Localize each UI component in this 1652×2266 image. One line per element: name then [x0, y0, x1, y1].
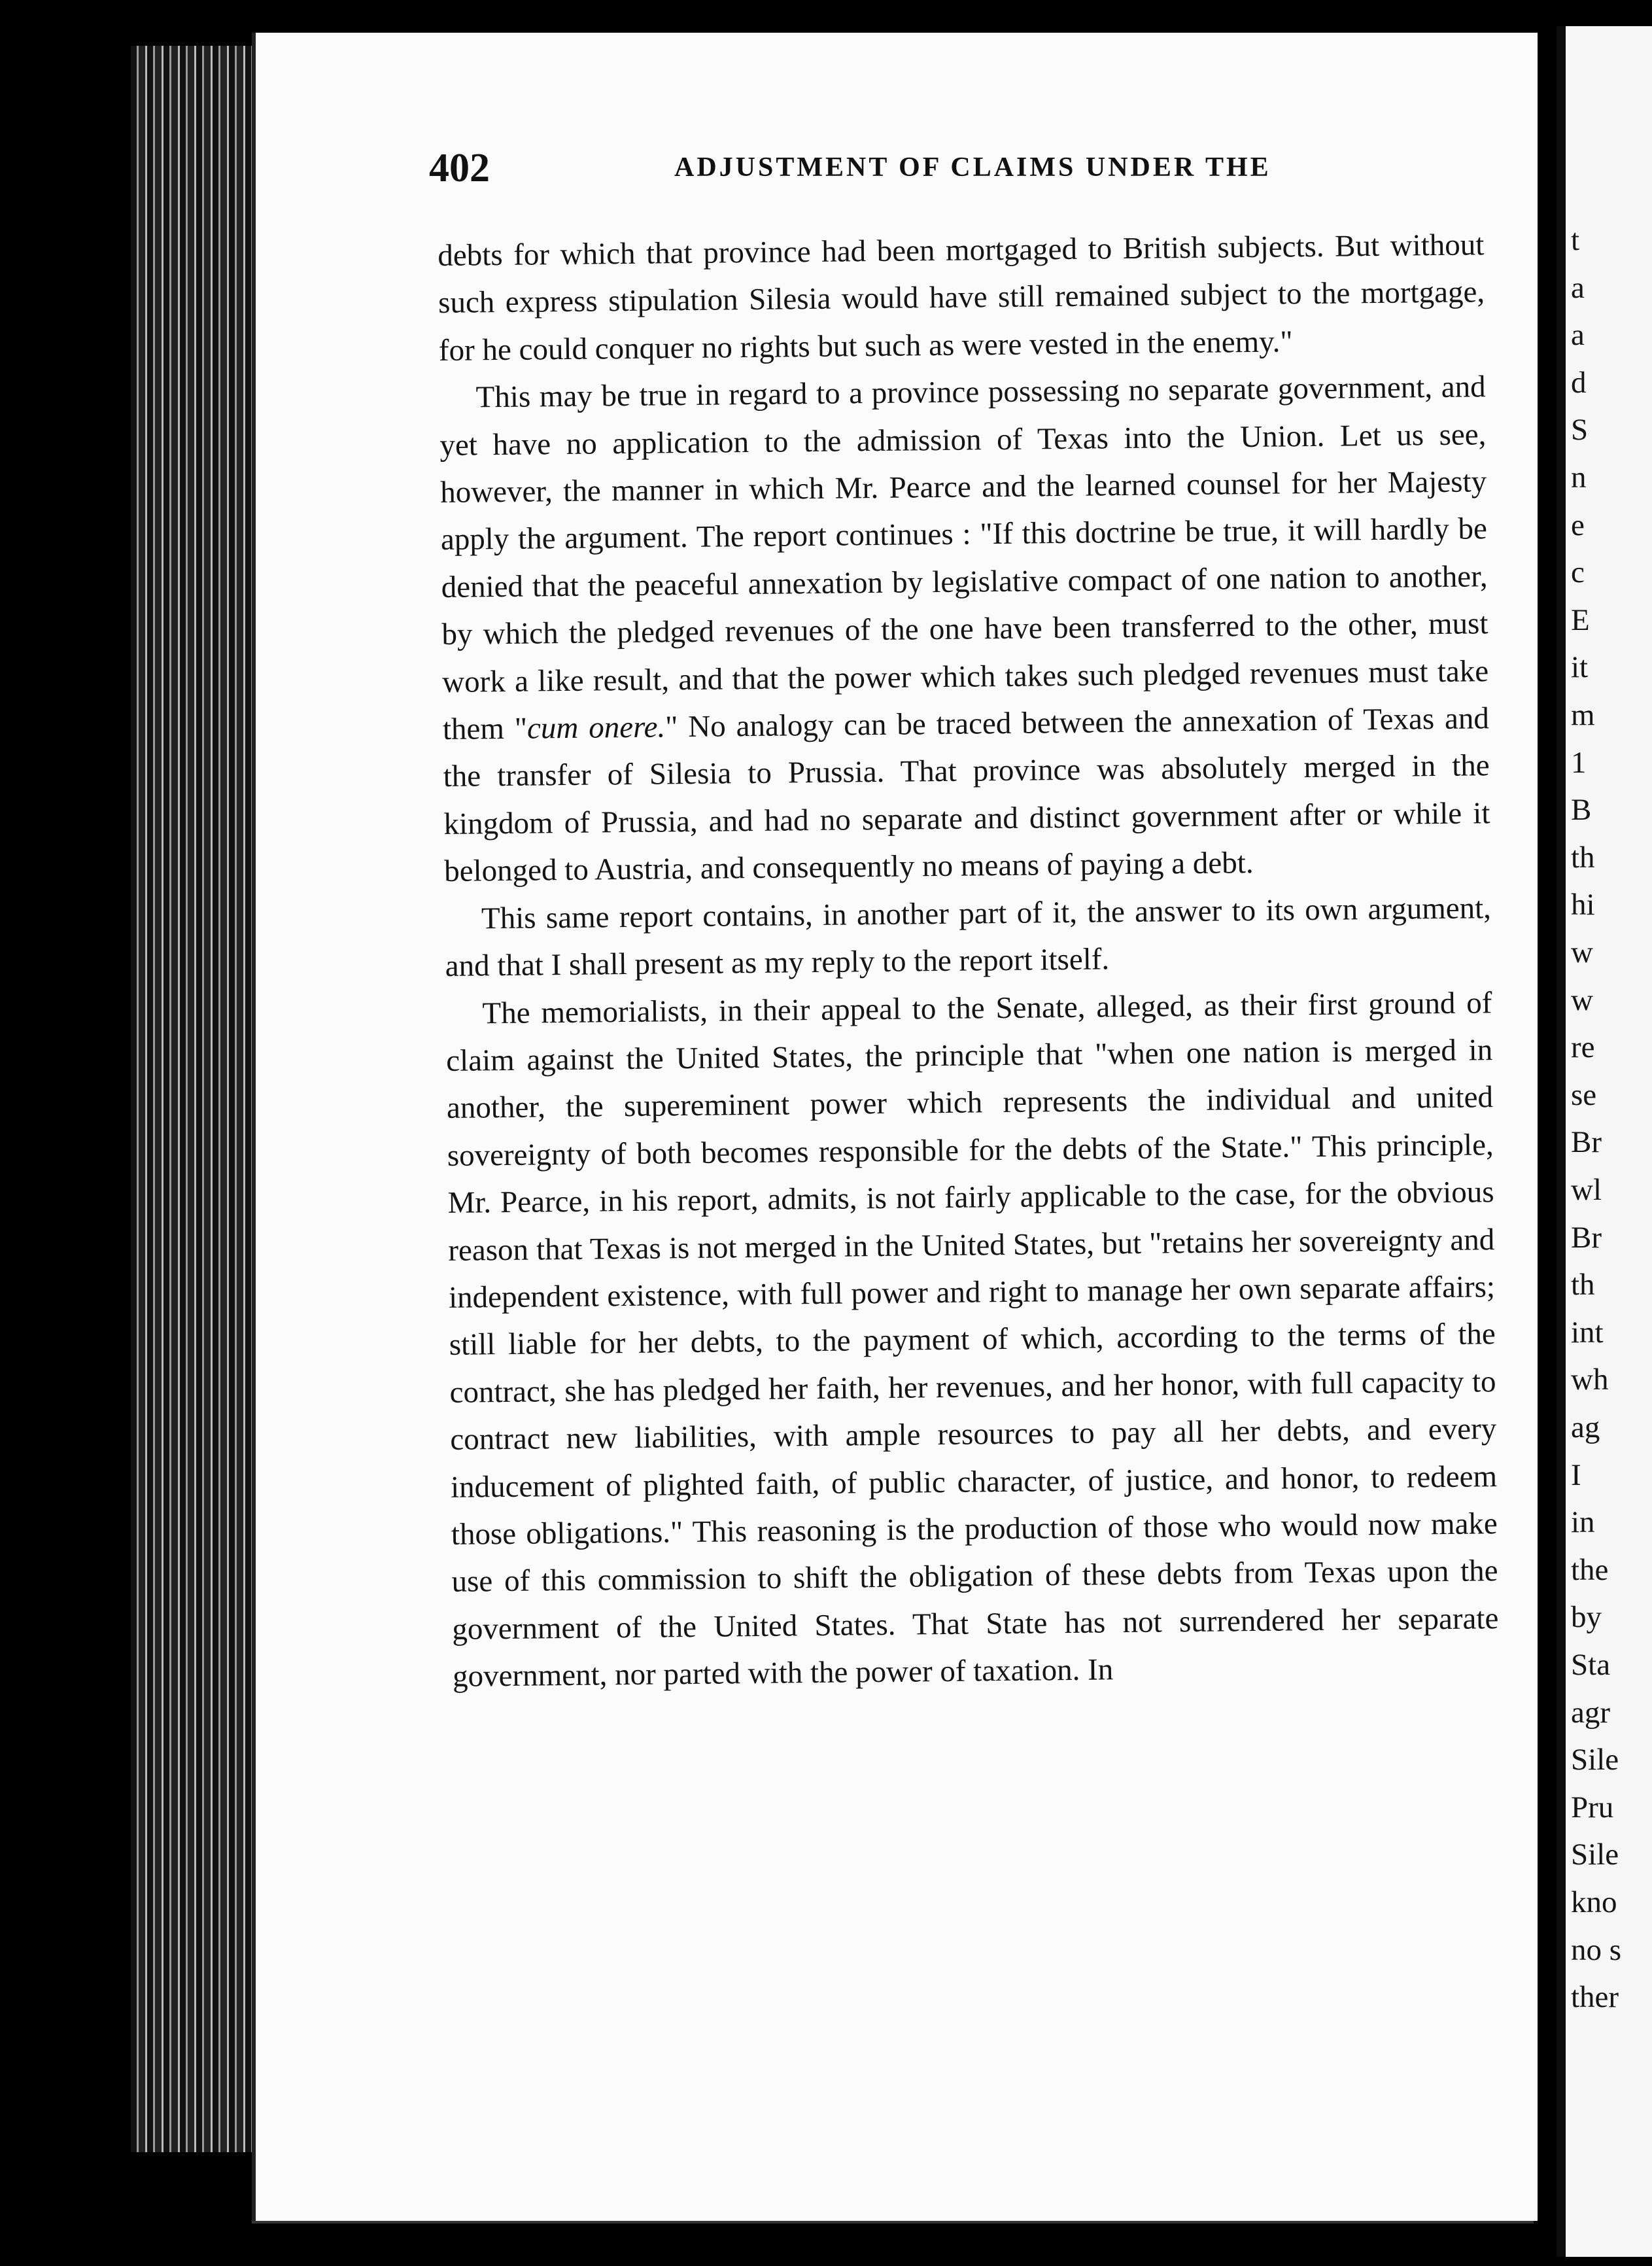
- facing-page-fragment: c: [1571, 555, 1585, 590]
- facing-page-fragment: ag: [1571, 1410, 1600, 1444]
- facing-page-fragment: t: [1571, 223, 1580, 257]
- page-bottom-edge: [252, 2221, 1534, 2223]
- facing-page-fragment: Sta: [1571, 1648, 1611, 1682]
- paragraph-1-text: debts for which that province had been mortgaged to British subjects. But without such express stipulation Silesia would have still remained subject to the mortgage, for he could conquer no rights but such as were vested in the enemy.": [438, 228, 1485, 368]
- facing-page-fragment: E: [1571, 602, 1590, 637]
- page-number: 402: [429, 146, 490, 190]
- facing-page-fragment: no s: [1571, 1932, 1622, 1967]
- paragraph-2-text: This may be true in regard to a province possessing no separate government, and yet have no application to the admission of Texas into the Union. Let us see, however, the manner in which Mr. Pearce and the learned counsel for her Majesty apply the argument. The report continues : "If this doctrine be true, it will hardly be denied that the peaceful annexation by legislative compact of one nation to another, by which the pledged revenues of the one have been transferred to the other, must work a like result, and that the power which takes such pledged revenues must take them ": [439, 370, 1489, 747]
- facing-page-fragment: se: [1571, 1077, 1597, 1112]
- facing-page-fragment: Sile: [1571, 1743, 1619, 1777]
- facing-page-fragment: a: [1571, 318, 1585, 353]
- facing-page-fragment: Pru: [1571, 1790, 1614, 1824]
- paragraph-4: [445, 979, 1499, 1701]
- facing-page-fragment: Br: [1571, 1125, 1602, 1160]
- facing-page-fragment: B: [1571, 793, 1592, 828]
- facing-page-fragment: th: [1571, 840, 1595, 875]
- facing-page-fragment: w: [1571, 935, 1593, 969]
- facing-page-fragment: wh: [1571, 1363, 1609, 1397]
- facing-page-fragment: th: [1571, 1268, 1595, 1302]
- book-page-edges: [131, 46, 255, 2152]
- facing-page-fragment: hi: [1571, 888, 1595, 922]
- facing-page-strip: [1557, 26, 1652, 2257]
- facing-page-fragment: wl: [1571, 1173, 1602, 1207]
- facing-page-fragment: ther: [1571, 1980, 1619, 2015]
- body-text: [438, 221, 1499, 1700]
- facing-page-fragment: d: [1571, 365, 1587, 400]
- facing-page-fragment: m: [1571, 698, 1595, 732]
- facing-page-fragment: re: [1571, 1030, 1595, 1065]
- facing-page-fragment: by: [1571, 1600, 1602, 1635]
- facing-page-fragment: 1: [1571, 745, 1587, 780]
- paragraph-2-italic-phrase: cum onere.: [526, 710, 666, 746]
- running-head-title: ADJUSTMENT OF CLAIMS UNDER THE: [674, 152, 1271, 183]
- facing-page-fragment: I: [1571, 1457, 1581, 1492]
- facing-page-fragment: Br: [1571, 1220, 1602, 1255]
- paragraph-4-text: The memorialists, in their appeal to the Senate, alleged, as their first ground of claim against the United States, the principle that "when one nation is merged in another, the supereminent power which represents the individual and united sovereignty of both becomes responsible for the debts of the State." This principle, Mr. Pearce, in his report, admits, is not fairly applicable to the case, for the obvious reason that Texas is not merged in the United States, but "retains her sovereignty and independent existence, with full power and right to manage her own separate affairs; still liable for her debts, to the payment of which, according to the terms of the contract, she has pledged her faith, her revenues, and her honor, with full capacity to contract new liabilities, with ample resources to pay all her debts, and every inducement of plighted faith, of public character, of justice, and honor, to redeem those obligations." This reasoning is the production of those who would now make use of this commission to shift the obligation of these debts from Texas upon the government of the United States. That State has not surrendered her separate government, nor parted with the power of taxation. In: [445, 985, 1499, 1694]
- paragraph-2: [439, 363, 1490, 895]
- facing-page-fragment: e: [1571, 508, 1585, 542]
- facing-page-fragment: it: [1571, 650, 1589, 685]
- facing-page-fragment: kno: [1571, 1885, 1617, 1919]
- facing-page-fragment: n: [1571, 461, 1587, 495]
- paragraph-1: [438, 221, 1485, 374]
- book-page: [252, 33, 1538, 2221]
- facing-page-fragment: w: [1571, 983, 1593, 1017]
- facing-page-fragment: int: [1571, 1315, 1604, 1350]
- facing-page-fragment: a: [1571, 270, 1585, 305]
- facing-page-fragment: Sile: [1571, 1838, 1619, 1872]
- paragraph-2-text-continued: " No analogy can be traced between the annexation of Texas and the transfer of Silesia to Prussia. That province was absolutely merged in the kingdom of Prussia, and had no separate and distinct government after or while it belonged to Austria, and consequently no means of paying a debt.: [443, 701, 1490, 889]
- paragraph-3-text: This same report contains, in another part of it, the answer to its own argument, and that I shall present as my reply to the report itself.: [445, 890, 1492, 984]
- facing-page-fragment: S: [1571, 413, 1589, 447]
- facing-page-fragment: in: [1571, 1505, 1595, 1540]
- paragraph-3: [445, 884, 1492, 990]
- facing-page-fragment: the: [1571, 1552, 1609, 1587]
- facing-page-fragment: agr: [1571, 1695, 1611, 1730]
